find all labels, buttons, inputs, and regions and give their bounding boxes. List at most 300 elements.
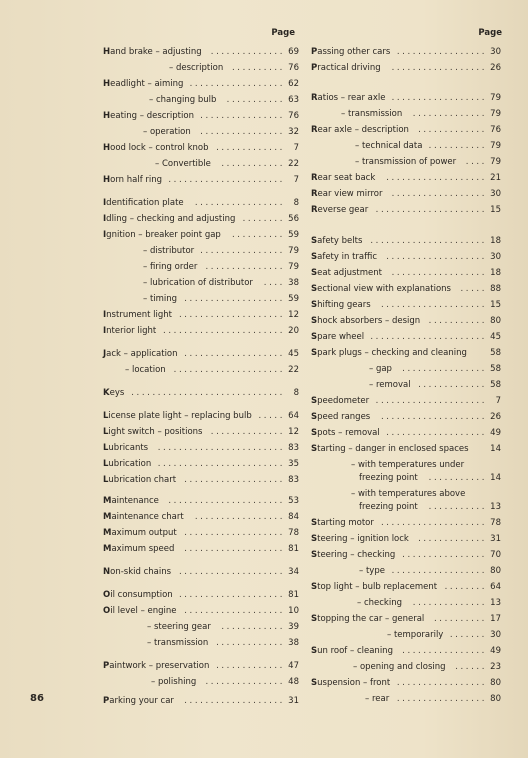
leader-dots: ..................... (375, 396, 487, 406)
leader-dots: .... (465, 157, 487, 167)
leader-dots: ................. (194, 198, 285, 208)
index-entry-page: 59 (288, 230, 299, 240)
index-entry-page: 83 (288, 443, 299, 453)
index-entry (311, 46, 501, 59)
index-entry-page: 15 (490, 300, 501, 310)
leader-dots: ........ (242, 214, 285, 224)
index-entry-page: 58 (490, 364, 501, 374)
leader-dots: ........... (428, 316, 487, 326)
index-entry (103, 78, 299, 91)
index-entry (103, 229, 299, 242)
index-entry-label: Shock absorbers – design (311, 316, 421, 326)
index-entry-label: Lubricants (103, 443, 149, 453)
index-entry-label: Rear seat back (311, 173, 376, 183)
index-entry-page: 23 (490, 662, 501, 672)
index-entry-page: 14 (490, 444, 501, 454)
leader-dots: ................... (184, 294, 285, 304)
index-entry-label: – transmission (147, 638, 209, 648)
index-entry-label: Horn half ring (103, 175, 163, 185)
index-entry-page: 64 (288, 411, 299, 421)
index-entry (103, 245, 299, 258)
index-entry-page: 15 (490, 205, 501, 215)
index-entry (103, 325, 299, 338)
index-entry-page: 18 (490, 236, 501, 246)
index-entry-page: 76 (288, 63, 299, 73)
index-entry (103, 605, 299, 618)
index-entry-label: Non-skid chains (103, 567, 172, 577)
index-entry-label: – changing bulb (149, 95, 217, 105)
index-entry-page: 20 (288, 326, 299, 336)
index-entry-label: Spots – removal (311, 428, 380, 438)
index-entry-page: 14 (490, 473, 501, 483)
leader-dots: ................ (200, 246, 285, 256)
leader-dots: ................... (184, 475, 285, 485)
index-entry (311, 188, 501, 201)
index-entry-label: Ratios – rear axle (311, 93, 386, 103)
index-entry-label: Sun roof – cleaning (311, 646, 393, 656)
index-entry-page: 7 (293, 175, 299, 185)
index-entry (311, 645, 501, 658)
index-entry-page: 64 (490, 582, 501, 592)
index-entry-label: Idling – checking and adjusting (103, 214, 236, 224)
leader-dots: ...................... (370, 236, 487, 246)
index-entry-page: 76 (288, 111, 299, 121)
leader-dots: .............. (412, 598, 487, 608)
index-entry-label: Ignition – breaker point gap (103, 230, 221, 240)
index-entry (311, 443, 501, 456)
index-entry (311, 629, 501, 642)
index-entry (103, 637, 299, 650)
index-entry (103, 46, 299, 59)
leader-dots: .... (263, 278, 285, 288)
index-entry-page: 22 (288, 365, 299, 375)
index-entry (103, 309, 299, 322)
leader-dots: ............ (221, 159, 285, 169)
index-entry (311, 62, 501, 75)
leader-dots: ............................. (131, 388, 285, 398)
index-entry (311, 140, 501, 153)
index-entry-label: – technical data (355, 141, 423, 151)
index-entry (311, 331, 501, 344)
index-entry-page: 8 (293, 198, 299, 208)
index-entry-label: Maintenance chart (103, 512, 184, 522)
leader-dots: ................ (200, 111, 285, 121)
index-entry-page: 81 (288, 590, 299, 600)
index-entry-label: Interior light (103, 326, 157, 336)
index-entry (311, 459, 501, 472)
index-entry-label: Safety in traffic (311, 252, 377, 262)
leader-dots: .............. (210, 47, 285, 57)
leader-dots: ..... (258, 411, 285, 421)
leader-dots: ............. (216, 143, 285, 153)
index-entry (103, 676, 299, 689)
index-entry (103, 474, 299, 487)
index-entry-label: Practical driving (311, 63, 381, 73)
index-entry-label: Light switch – positions (103, 427, 203, 437)
index-entry-label: Safety belts (311, 236, 363, 246)
index-entry-page: 45 (490, 332, 501, 342)
index-entry-page: 59 (288, 294, 299, 304)
index-entry-label: – transmission of power (355, 157, 457, 167)
index-entry (103, 94, 299, 107)
index-entry-label: Suspension – front (311, 678, 391, 688)
index-entry-page: 63 (288, 95, 299, 105)
index-entry-page: 58 (490, 380, 501, 390)
leader-dots: ........................ (157, 459, 285, 469)
index-entry (103, 110, 299, 123)
index-entry (103, 213, 299, 226)
index-entry (311, 549, 501, 562)
index-entry-label: – with temperatures under (351, 460, 465, 470)
leader-dots: .................... (380, 518, 487, 528)
leader-dots: ............. (418, 380, 487, 390)
index-entry-label: – lubrication of distributor (143, 278, 253, 288)
index-entry (311, 693, 501, 706)
index-entry (311, 581, 501, 594)
index-entry (311, 156, 501, 169)
index-entry-label: Paintwork – preservation (103, 661, 210, 671)
leader-dots: .................. (391, 63, 487, 73)
index-entry-label: freezing point (359, 473, 418, 483)
index-entry-page: 79 (288, 262, 299, 272)
index-entry-label: – checking (357, 598, 402, 608)
leader-dots: .................. (391, 93, 487, 103)
index-entry-label: – description (169, 63, 224, 73)
index-entry-page: 78 (490, 518, 501, 528)
index-entry-label: – opening and closing (353, 662, 446, 672)
leader-dots: ............. (418, 534, 487, 544)
leader-dots: ............... (205, 262, 285, 272)
leader-dots: .................... (178, 310, 285, 320)
index-entry-page: 39 (288, 622, 299, 632)
leader-dots: ................. (396, 47, 487, 57)
index-entry (103, 621, 299, 634)
index-entry-label: – gap (369, 364, 392, 374)
leader-dots: ............. (216, 661, 285, 671)
index-entry (103, 62, 299, 75)
index-entry-page: 70 (490, 550, 501, 560)
index-entry (311, 565, 501, 578)
index-entry (103, 511, 299, 524)
leader-dots: ....... (449, 630, 487, 640)
index-entry (311, 283, 501, 296)
leader-dots: .......... (231, 230, 285, 240)
leader-dots: ................... (184, 349, 285, 359)
leader-dots: ...................... (168, 496, 285, 506)
leader-dots: ................... (386, 252, 487, 262)
index-entry-label: Seat adjustment (311, 268, 382, 278)
leader-dots: ................... (184, 606, 285, 616)
index-entry-label: Spark plugs – checking and cleaning (311, 348, 467, 358)
index-entry-page: 30 (490, 252, 501, 262)
leader-dots: ................... (386, 428, 487, 438)
index-entry (103, 543, 299, 556)
leader-dots: ................. (396, 694, 487, 704)
index-entry-page: 80 (490, 316, 501, 326)
index-entry-page: 79 (490, 157, 501, 167)
index-entry-label: freezing point (359, 502, 418, 512)
leader-dots: ...................... (370, 332, 487, 342)
index-entry (311, 204, 501, 217)
index-entry-label: – removal (369, 380, 411, 390)
index-entry (103, 660, 299, 673)
leader-dots: ................... (184, 696, 285, 706)
index-entry-label: Speedometer (311, 396, 370, 406)
index-entry-label: – temporarily (387, 630, 444, 640)
index-entry-label: Headlight – aiming (103, 79, 184, 89)
index-entry-label: Maximum output (103, 528, 177, 538)
index-entry-page: 47 (288, 661, 299, 671)
index-entry-page: 12 (288, 427, 299, 437)
index-entry-label: Rear axle – description (311, 125, 409, 135)
index-entry (103, 293, 299, 306)
index-entry-page: 48 (288, 677, 299, 687)
index-entry (103, 426, 299, 439)
index-entry-label: Stopping the car – general (311, 614, 425, 624)
index-entry-page: 80 (490, 694, 501, 704)
index-entry (311, 92, 501, 105)
index-entry-label: Lubrication chart (103, 475, 177, 485)
leader-dots: ...................... (168, 175, 285, 185)
index-entry (311, 251, 501, 264)
index-entry-page: 38 (288, 638, 299, 648)
index-entry (103, 495, 299, 508)
index-entry (311, 533, 501, 546)
index-entry (311, 597, 501, 610)
leader-dots: .................. (189, 79, 285, 89)
index-entry (103, 197, 299, 210)
index-entry-page: 78 (288, 528, 299, 538)
index-entry (103, 695, 299, 708)
index-entry (103, 277, 299, 290)
index-entry-page: 79 (490, 93, 501, 103)
index-entry-page: 30 (490, 189, 501, 199)
leader-dots: ........... (428, 502, 487, 512)
leader-dots: .................... (380, 412, 487, 422)
index-entry (103, 126, 299, 139)
index-entry-page: 58 (490, 348, 501, 358)
index-entry-label: – type (359, 566, 385, 576)
index-entry-label: Lubrication (103, 459, 152, 469)
leader-dots: ............. (418, 125, 487, 135)
index-entry-page: 79 (288, 246, 299, 256)
index-entry-label: – polishing (151, 677, 197, 687)
leader-dots: ................. (194, 512, 285, 522)
index-entry-label: Jack – application (103, 349, 178, 359)
index-entry (103, 158, 299, 171)
index-entry-page: 10 (288, 606, 299, 616)
index-entry-label: Steering – checking (311, 550, 396, 560)
index-entry-page: 13 (490, 598, 501, 608)
leader-dots: .................... (178, 567, 285, 577)
page-column-header: Page (271, 28, 295, 38)
index-entry (311, 501, 501, 514)
index-entry (311, 472, 501, 485)
index-entry-label: – distributor (143, 246, 195, 256)
index-entry-page: 79 (490, 109, 501, 119)
index-entry (311, 411, 501, 424)
index-entry-page: 80 (490, 678, 501, 688)
index-entry-page: 26 (490, 63, 501, 73)
index-entry-page: 81 (288, 544, 299, 554)
page-column-header: Page (478, 28, 502, 38)
index-entry (103, 364, 299, 377)
index-entry (103, 142, 299, 155)
index-entry (103, 348, 299, 361)
index-entry-label: Maintenance (103, 496, 159, 506)
index-entry-page: 17 (490, 614, 501, 624)
leader-dots: ................ (200, 127, 285, 137)
index-entry (103, 410, 299, 423)
index-entry-page: 69 (288, 47, 299, 57)
leader-dots: ................... (184, 544, 285, 554)
index-entry-page: 53 (288, 496, 299, 506)
leader-dots: ............ (221, 622, 285, 632)
index-entry (103, 387, 299, 400)
index-entry-label: – with temperatures above (351, 489, 466, 499)
index-entry (311, 235, 501, 248)
index-entry-page: 83 (288, 475, 299, 485)
index-entry-page: 35 (288, 459, 299, 469)
index-entry (103, 527, 299, 540)
index-entry-label: – Convertible (155, 159, 211, 169)
index-entry-label: Starting motor (311, 518, 374, 528)
index-entry-page: 13 (490, 502, 501, 512)
index-entry (311, 299, 501, 312)
index-entry-label: Oil level – engine (103, 606, 177, 616)
index-entry-label: Sectional view with explanations (311, 284, 451, 294)
leader-dots: ........... (428, 473, 487, 483)
index-entry (311, 427, 501, 440)
index-entry-label: – firing order (143, 262, 198, 272)
index-entry-label: Keys (103, 388, 125, 398)
index-entry-page: 31 (288, 696, 299, 706)
index-entry-label: Rear view mirror (311, 189, 383, 199)
index-entry-label: – transmission (341, 109, 403, 119)
index-entry-page: 49 (490, 646, 501, 656)
index-entry-label: Maximum speed (103, 544, 175, 554)
index-entry-label: Heating – description (103, 111, 194, 121)
leader-dots: ........... (428, 141, 487, 151)
leader-dots: ................ (402, 364, 487, 374)
index-entry (311, 124, 501, 137)
index-entry-label: Hand brake – adjusting (103, 47, 202, 57)
leader-dots: ........ (444, 582, 487, 592)
index-entry-label: License plate light – replacing bulb (103, 411, 252, 421)
leader-dots: ............... (205, 677, 285, 687)
index-entry-page: 45 (288, 349, 299, 359)
index-entry (311, 613, 501, 626)
index-entry-page: 76 (490, 125, 501, 135)
index-entry (311, 108, 501, 121)
index-entry-page: 62 (288, 79, 299, 89)
leader-dots: ....................... (163, 326, 285, 336)
index-entry-label: Oil consumption (103, 590, 173, 600)
leader-dots: ..................... (375, 205, 487, 215)
index-entry-label: – timing (143, 294, 178, 304)
leader-dots: .................. (391, 268, 487, 278)
leader-dots: ................. (396, 678, 487, 688)
index-entry (103, 442, 299, 455)
index-entry (103, 261, 299, 274)
index-entry-label: Parking your car (103, 696, 174, 706)
index-entry-page: 18 (490, 268, 501, 278)
index-entry-page: 22 (288, 159, 299, 169)
index-entry (311, 488, 501, 501)
index-entry-label: Identification plate (103, 198, 184, 208)
leader-dots: ...... (455, 662, 487, 672)
index-entry-page: 21 (490, 173, 501, 183)
index-entry-label: – steering gear (147, 622, 211, 632)
index-entry-page: 56 (288, 214, 299, 224)
index-entry-page: 30 (490, 630, 501, 640)
index-entry-page: 80 (490, 566, 501, 576)
index-entry (311, 379, 501, 392)
index-entry (103, 458, 299, 471)
index-entry (311, 315, 501, 328)
index-entry-label: Speed ranges (311, 412, 371, 422)
leader-dots: .................... (380, 300, 487, 310)
leader-dots: ........... (226, 95, 285, 105)
index-entry-page: 7 (495, 396, 501, 406)
index-entry-label: Spare wheel (311, 332, 365, 342)
leader-dots: .................. (391, 566, 487, 576)
index-entry (311, 347, 501, 360)
index-entry-page: 32 (288, 127, 299, 137)
leader-dots: ............. (216, 638, 285, 648)
leader-dots: ........................ (157, 443, 285, 453)
leader-dots: ..... (460, 284, 487, 294)
index-entry-page: 79 (490, 141, 501, 151)
index-entry-page: 88 (490, 284, 501, 294)
index-entry (103, 589, 299, 602)
index-entry-label: Passing other cars (311, 47, 391, 57)
index-entry (311, 363, 501, 376)
index-entry-page: 84 (288, 512, 299, 522)
index-entry (311, 677, 501, 690)
index-entry-label: Hood lock – control knob (103, 143, 209, 153)
index-entry-label: Starting – danger in enclosed spaces (311, 444, 469, 454)
index-entry (311, 661, 501, 674)
index-entry-label: Stop light – bulb replacement (311, 582, 438, 592)
leader-dots: ................ (402, 550, 487, 560)
index-entry-label: Reverse gear (311, 205, 369, 215)
index-entry-label: Steering – ignition lock (311, 534, 409, 544)
leader-dots: .............. (412, 109, 487, 119)
index-entry-page: 7 (293, 143, 299, 153)
leader-dots: ................ (402, 646, 487, 656)
index-entry-page: 31 (490, 534, 501, 544)
leader-dots: ................... (184, 528, 285, 538)
index-entry-label: – operation (143, 127, 191, 137)
leader-dots: .......... (231, 63, 285, 73)
leader-dots: ................... (386, 173, 487, 183)
index-entry (311, 172, 501, 185)
index-entry (311, 517, 501, 530)
index-entry (311, 395, 501, 408)
page-number: 86 (30, 693, 44, 704)
leader-dots: .................... (178, 590, 285, 600)
index-entry (311, 267, 501, 280)
leader-dots: .......... (433, 614, 487, 624)
index-entry-label: Instrument light (103, 310, 172, 320)
leader-dots: .................. (391, 189, 487, 199)
index-entry-label: – location (125, 365, 166, 375)
index-entry-page: 8 (293, 388, 299, 398)
index-entry (103, 566, 299, 579)
index-entry-page: 12 (288, 310, 299, 320)
index-entry (103, 174, 299, 187)
